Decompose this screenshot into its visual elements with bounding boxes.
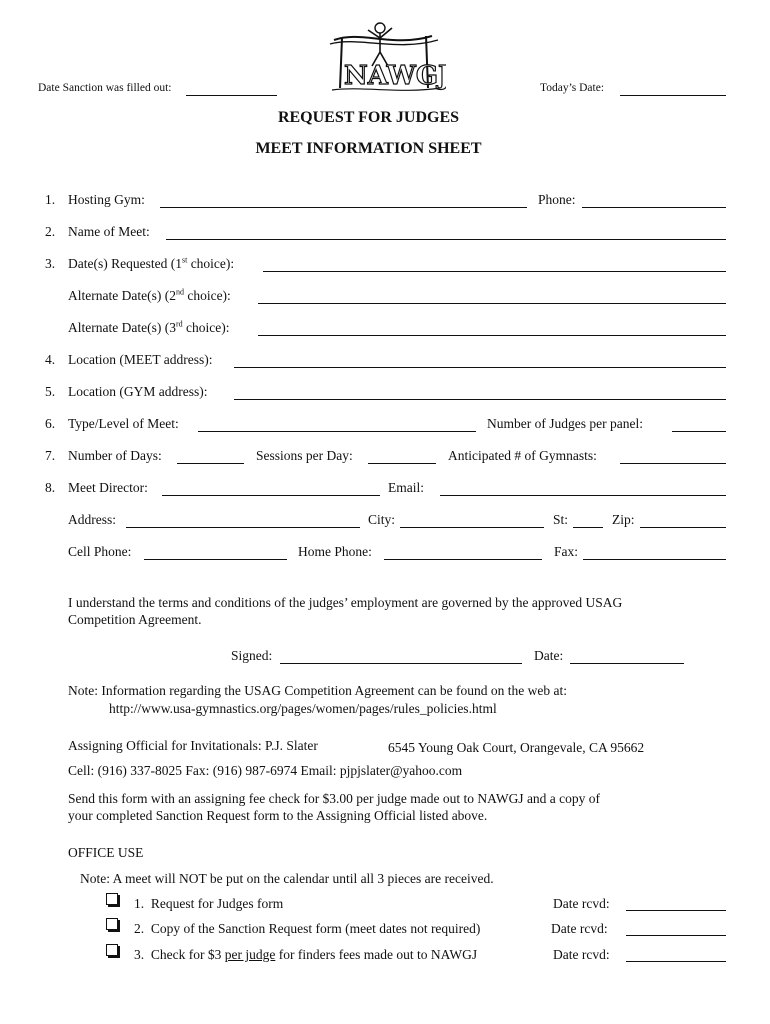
cell-phone-field[interactable] (144, 559, 287, 560)
logo-drawing (322, 18, 446, 94)
date-rcvd-label-1: Date rcvd: (553, 896, 610, 911)
name-of-meet-field[interactable] (166, 239, 726, 240)
number-of-days-field[interactable] (177, 463, 244, 464)
office-item-1: 1. Request for Judges form (134, 896, 284, 911)
svg-text:NAWGJ: NAWGJ (344, 61, 446, 91)
office-use-note: Note: A meet will NOT be put on the calendar until all 3 pieces are received. (80, 871, 494, 886)
sessions-per-day-field[interactable] (368, 463, 436, 464)
nawgj-logo (322, 18, 446, 94)
date-rcvd-field-3[interactable] (626, 961, 726, 962)
anticipated-gymnasts-field[interactable] (620, 463, 726, 464)
state-label: St: (553, 512, 569, 527)
email-label: Email: (388, 480, 424, 495)
judges-per-panel-field[interactable] (672, 431, 726, 432)
home-phone-label: Home Phone: (298, 544, 372, 559)
phone-label: Phone: (538, 192, 576, 207)
office-checkbox-1[interactable] (106, 893, 118, 905)
judges-per-panel-label: Number of Judges per panel: (487, 416, 643, 431)
page-subtitle: MEET INFORMATION SHEET (255, 140, 482, 157)
todays-date-field[interactable] (620, 95, 726, 96)
city-field[interactable] (400, 527, 544, 528)
address-label: Address: (68, 512, 116, 527)
meet-director-label: Meet Director: (68, 480, 148, 495)
email-field[interactable] (440, 495, 726, 496)
state-field[interactable] (573, 527, 603, 528)
signed-date-field[interactable] (570, 663, 684, 664)
alternate-date-3-field[interactable] (258, 335, 726, 336)
assigning-contact: Cell: (916) 337-8025 Fax: (916) 987-6974 Email: pjpjslater@yahoo.com (68, 763, 463, 778)
signature-field[interactable] (280, 663, 522, 664)
city-label: City: (368, 512, 396, 527)
date-sanction-label: Date Sanction was filled out: (38, 82, 172, 94)
meet-director-field[interactable] (162, 495, 380, 496)
office-checkbox-2[interactable] (106, 918, 118, 930)
item-number: 4. (45, 352, 56, 367)
send-instructions-line2: your completed Sanction Request form to the Assigning Official listed above. (68, 808, 488, 823)
item-number: 7. (45, 448, 56, 463)
dates-requested-label: Date(s) Requested (1st choice): (68, 255, 235, 271)
office-use-heading: OFFICE USE (68, 845, 144, 860)
fax-field[interactable] (583, 559, 726, 560)
item-number: 3. (45, 256, 56, 271)
fax-label: Fax: (554, 544, 579, 559)
home-phone-field[interactable] (384, 559, 542, 560)
zip-label: Zip: (612, 512, 635, 527)
assigning-official: Assigning Official for Invitationals: P.J. Slater (68, 738, 318, 753)
signed-label: Signed: (231, 648, 273, 663)
name-of-meet-label: Name of Meet: (68, 224, 150, 239)
cell-phone-label: Cell Phone: (68, 544, 132, 559)
agreement-text-line2: Competition Agreement. (68, 612, 202, 627)
todays-date-label: Today’s Date: (540, 82, 605, 94)
type-level-label: Type/Level of Meet: (68, 416, 179, 431)
date-sanction-field[interactable] (186, 95, 277, 96)
signed-date-label: Date: (534, 648, 564, 663)
anticipated-gymnasts-label: Anticipated # of Gymnasts: (448, 448, 597, 463)
send-instructions-line1: Send this form with an assigning fee check for $3.00 per judge made out to NAWGJ and a copy of (68, 791, 601, 806)
location-meet-field[interactable] (234, 367, 726, 368)
office-item-3: 3. Check for $3 per judge for finders fees made out to NAWGJ (134, 947, 478, 962)
item-number: 2. (45, 224, 56, 239)
alternate-date-2-field[interactable] (258, 303, 726, 304)
date-rcvd-field-2[interactable] (626, 935, 726, 936)
zip-field[interactable] (640, 527, 726, 528)
date-rcvd-label-3: Date rcvd: (553, 947, 610, 962)
dates-requested-field[interactable] (263, 271, 726, 272)
location-gym-label: Location (GYM address): (68, 384, 208, 399)
office-item-2: 2. Copy of the Sanction Request form (meet dates not required) (134, 921, 481, 936)
address-field[interactable] (126, 527, 360, 528)
assigning-address: 6545 Young Oak Court, Orangevale, CA 95662 (388, 740, 645, 755)
usag-url[interactable]: http://www.usa-gymnastics.org/pages/women/pages/rules_policies.html (109, 701, 497, 716)
item-number: 5. (45, 384, 56, 399)
item-number: 8. (45, 480, 56, 495)
phone-field[interactable] (582, 207, 726, 208)
page-title: REQUEST FOR JUDGES (277, 109, 460, 126)
date-rcvd-label-2: Date rcvd: (551, 921, 608, 936)
hosting-gym-field[interactable] (160, 207, 527, 208)
agreement-text-line1: I understand the terms and conditions of the judges’ employment are governed by the approved USAG (68, 595, 623, 610)
date-rcvd-field-1[interactable] (626, 910, 726, 911)
item-number: 6. (45, 416, 56, 431)
sessions-per-day-label: Sessions per Day: (256, 448, 353, 463)
hosting-gym-label: Hosting Gym: (68, 192, 145, 207)
alternate-date-3-label: Alternate Date(s) (3rd choice): (68, 319, 230, 335)
item-number: 1. (45, 192, 56, 207)
location-meet-label: Location (MEET address): (68, 352, 213, 367)
location-gym-field[interactable] (234, 399, 726, 400)
alternate-date-2-label: Alternate Date(s) (2nd choice): (68, 287, 231, 303)
office-checkbox-3[interactable] (106, 944, 118, 956)
number-of-days-label: Number of Days: (68, 448, 162, 463)
note-text: Note: Information regarding the USAG Competition Agreement can be found on the web at: (68, 683, 567, 698)
type-level-field[interactable] (198, 431, 476, 432)
